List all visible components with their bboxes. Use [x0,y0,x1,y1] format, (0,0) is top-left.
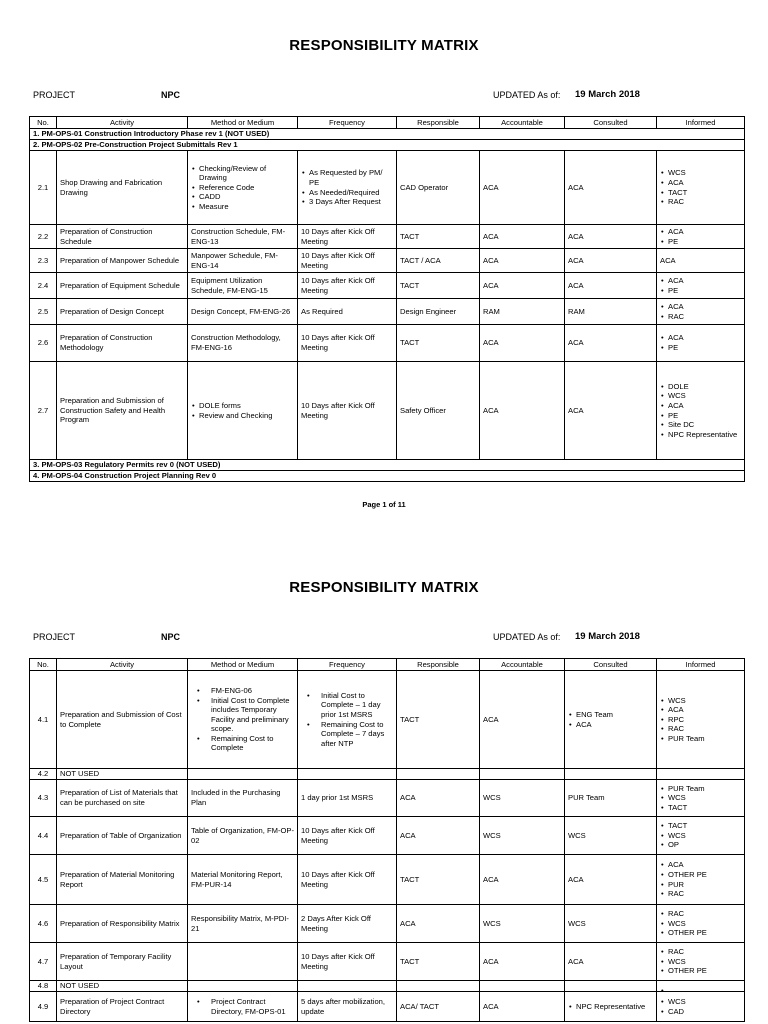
cell-method-text: Table of Organization, FM-OP-02 [191,825,294,845]
page-title: RESPONSIBILITY MATRIX [289,37,479,54]
table-row [30,817,745,855]
cell-activity-text: Preparation of Design Concept [60,306,164,316]
updated-value: 19 March 2018 [575,631,640,642]
list-item: • 3 Days After Request [301,197,393,207]
cell-responsible [397,855,480,905]
responsibility-table [29,658,745,1022]
cell-informed-list [660,909,741,938]
header-no: No. [30,659,57,671]
list-item: • RAC [660,909,741,919]
cell-no-text: 2.6 [37,338,49,348]
header-responsible: Responsible [397,659,480,671]
cell-informed-list [660,997,741,1016]
cell-no-text: 2.2 [37,231,49,241]
list-item: • WCS [660,168,741,178]
cell-no-text: 4.4 [37,830,49,840]
cell-no [30,769,57,780]
cell-consulted-text: ACA [568,280,584,290]
cell-responsible-text: TACT [400,280,420,290]
cell-no-text: 4.6 [37,918,49,928]
cell-responsible-text: ACA [400,918,416,928]
list-item: • Remaining Cost to Complete – 7 days after NTP [301,720,393,749]
cell-activity-text: Preparation of Project Contract Directory [60,996,165,1016]
cell-no-text: 2.1 [37,182,49,192]
list-item: • Review and Checking [191,411,294,421]
cell-no [30,943,57,981]
cell-activity [57,671,188,769]
list-item: • OP [660,840,741,850]
cell-consulted [565,671,657,769]
cell-consulted-list [568,1002,653,1012]
cell-no-text: 4.1 [37,714,49,724]
list-item: • WCS [660,831,741,841]
header-consulted: Consulted [565,117,657,129]
cell-no-text: 2.3 [37,255,49,265]
cell-responsible [397,780,480,817]
cell-method [188,905,298,943]
cell-consulted-text: ACA [568,182,584,192]
cell-consulted-text: ACA [568,405,584,415]
cell-method [188,817,298,855]
list-item: • RAC [660,312,741,322]
list-item: • ENG Team [568,710,653,720]
list-item: • RAC [660,947,741,957]
cell-responsible-text: TACT [400,338,420,348]
cell-frequency-text: 2 Days After Kick Off Meeting [301,913,371,933]
cell-frequency [298,780,397,817]
cell-method-text: Included in the Purchasing Plan [191,788,281,807]
list-item: • ACA [660,401,741,411]
updated-value: 19 March 2018 [575,89,640,100]
table-row [30,780,745,817]
cell-responsible [397,817,480,855]
project-value: NPC [161,90,181,100]
cell-activity-text: Preparation and Submission of Construction Safety and Health Program [60,396,166,425]
cell-method-text: Responsibility Matrix, M-PDI-21 [191,913,289,933]
list-item: • WCS [660,997,741,1007]
cell-responsible [397,981,480,992]
cell-informed-list [660,784,741,813]
cell-no-text: 2.5 [37,306,49,316]
cell-responsible-text: ACA [400,830,416,840]
cell-activity-text: Preparation of Construction Methodology [60,333,153,352]
cell-no-text: 2.7 [37,405,49,415]
cell-activity-text: Preparation of Manpower Schedule [60,255,180,265]
cell-consulted-list [568,710,653,729]
cell-activity-text: Preparation of Responsibility Matrix [60,918,180,928]
cell-informed-list [660,821,741,850]
cell-consulted [565,981,657,992]
cell-method [188,671,298,769]
updated-label: UPDATED As of: [493,90,561,100]
cell-informed [657,780,745,817]
table-row [30,671,745,769]
cell-activity [57,769,188,780]
list-item: • WCS [660,696,741,706]
cell-method [188,992,298,1022]
cell-no-text: 4.8 [37,981,49,991]
cell-activity-text: NOT USED [60,769,100,779]
header-responsible: Responsible [397,117,480,129]
cell-accountable-text: WCS [483,918,501,928]
cell-no-text: 4.5 [37,874,49,884]
header-informed: Informed [657,659,745,671]
cell-method-text: Construction Methodology, FM-ENG-16 [191,333,281,352]
cell-method [188,780,298,817]
list-item: • PE [660,237,741,247]
table-header [30,659,745,671]
cell-accountable-text: ACA [483,280,499,290]
cell-responsible-text: TACT [400,956,420,966]
table-row [30,943,745,981]
list-item: • ACA [660,333,741,343]
list-item: • Initial Cost to Complete – 1 day prior 1st MSRS [301,691,393,720]
cell-responsible-text: CAD Operator [400,182,449,192]
cell-consulted-text: PUR Team [568,793,605,803]
cell-no [30,817,57,855]
cell-accountable-text: ACA [483,874,499,884]
project-value: NPC [161,632,181,642]
list-item: • WCS [660,793,741,803]
header-consulted: Consulted [565,659,657,671]
list-item: • As Requested by PM/ PE [301,168,393,187]
list-item: • PE [660,411,741,421]
cell-responsible [397,671,480,769]
cell-consulted [565,855,657,905]
cell-method-list [191,686,294,753]
list-item: • PE [660,286,741,296]
cell-activity [57,817,188,855]
cell-consulted-text: ACA [568,956,584,966]
list-item: • ACA [568,720,653,730]
cell-informed [657,905,745,943]
list-item: • OTHER PE [660,966,741,976]
cell-informed [657,992,745,1022]
cell-method-text: Construction Schedule, FM-ENG-13 [191,226,286,246]
cell-accountable [480,992,565,1022]
list-item: • ACA [660,178,741,188]
header-method: Method or Medium [188,117,298,129]
cell-accountable-text: ACA [483,956,499,966]
cell-consulted-text: ACA [568,874,584,884]
cell-responsible-text: TACT / ACA [400,255,441,265]
cell-consulted [565,769,657,780]
list-item: • RPC [660,715,741,725]
header-informed: Informed [657,117,745,129]
list-item: • ACA [660,860,741,870]
cell-consulted-text: ACA [568,231,584,241]
page-title: RESPONSIBILITY MATRIX [289,579,479,596]
cell-activity-text: NOT USED [60,981,100,991]
cell-frequency [298,817,397,855]
cell-activity-text: Preparation and Submission of Cost to Complete [60,709,182,729]
cell-informed-list [660,696,741,744]
cell-method-text: Material Monitoring Report, FM-PUR-14 [191,869,283,889]
cell-consulted-text: ACA [568,255,584,265]
cell-no-text: 2.4 [37,280,49,290]
cell-accountable [480,769,565,780]
cell-responsible-text: TACT [400,231,420,241]
list-item: • ACA [660,276,741,286]
header-frequency: Frequency [298,659,397,671]
list-item: • CAD [660,1007,741,1017]
cell-informed-text: ACA [660,255,676,265]
cell-no [30,905,57,943]
cell-method [188,769,298,780]
cell-informed [657,981,745,992]
cell-activity-text: Preparation of Temporary Facility Layout [60,951,172,971]
cell-responsible [397,905,480,943]
list-item: • ACA [660,302,741,312]
cell-accountable [480,780,565,817]
cell-accountable-text: WCS [483,830,501,840]
cell-consulted-text: RAM [568,306,585,316]
cell-frequency-text: 10 Days after Kick Off Meeting [301,250,375,270]
cell-method [188,943,298,981]
list-item: • NPC Representative [660,430,741,440]
cell-accountable-text: ACA [483,255,499,265]
cell-responsible-text: ACA [400,793,416,803]
list-item: • NPC Representative [568,1002,653,1012]
cell-accountable-text: ACA [483,405,499,415]
cell-method [188,981,298,992]
list-item: • As Needed/Required [301,188,393,198]
section-title-text: 2. PM-OPS-02 Pre-Construction Project Submittals Rev 1 [33,140,238,150]
header-method: Method or Medium [188,659,298,671]
list-item: • Project Contract Directory, FM-OPS-01 [191,997,294,1016]
cell-accountable [480,905,565,943]
cell-frequency [298,981,397,992]
cell-no [30,855,57,905]
cell-frequency-text: 5 days after mobilization, update [301,996,385,1016]
cell-frequency [298,671,397,769]
cell-frequency [298,943,397,981]
list-item: • Remaining Cost to Complete [191,734,294,753]
table-row [30,981,745,992]
list-item: • DOLE [660,382,741,392]
list-item: • TACT [660,188,741,198]
cell-accountable-text: ACA [483,714,499,724]
page-footer: Page 1 of 11 [362,500,406,509]
cell-frequency-text: 1 day prior 1st MSRS [301,793,374,803]
header-accountable: Accountable [480,659,565,671]
cell-responsible [397,943,480,981]
cell-no [30,671,57,769]
cell-informed-list [660,860,741,898]
cell-accountable-text: ACA [483,182,499,192]
cell-responsible [397,769,480,780]
list-item: • Checking/Review of Drawing [191,164,294,183]
project-label: PROJECT [33,632,76,642]
table-row [30,855,745,905]
cell-no-text: 4.9 [37,1001,49,1011]
cell-frequency-text: 10 Days after Kick Off Meeting [301,400,375,420]
list-item: • RAC [660,889,741,899]
cell-consulted-text: ACA [568,338,584,348]
cell-responsible-text: Design Engineer [400,306,457,316]
cell-method-list [191,997,294,1016]
cell-activity-text: Preparation of List of Materials that can be purchased on site [60,788,178,807]
list-item: • Reference Code [191,183,294,193]
list-item: • WCS [660,391,741,401]
list-item: • FM-ENG-06 [191,686,294,696]
list-item: • PUR [660,880,741,890]
list-item: • ACA [660,705,741,715]
cell-method-text: Equipment Utilization Schedule, FM-ENG-15 [191,275,268,295]
cell-method-text: Manpower Schedule, FM-ENG-14 [191,250,278,270]
cell-accountable [480,855,565,905]
header-no: No. [30,117,57,129]
list-item: • TACT [660,803,741,813]
section-title-text: 3. PM-OPS-03 Regulatory Permits rev 0 (NOT USED) [33,460,221,470]
list-item: • PE [660,343,741,353]
list-item: • ACA [660,227,741,237]
list-item: • RAC [660,724,741,734]
cell-frequency-text: 10 Days after Kick Off Meeting [301,951,375,971]
cell-frequency-text: 10 Days after Kick Off Meeting [301,825,375,845]
list-item: • OTHER PE [660,870,741,880]
cell-no [30,992,57,1022]
table-row [30,769,745,780]
cell-accountable-text: ACA [483,1001,499,1011]
cell-consulted-text: WCS [568,830,586,840]
cell-frequency-text: 10 Days after Kick Off Meeting [301,226,375,246]
cell-informed [657,943,745,981]
list-item: • Site DC [660,420,741,430]
cell-consulted [565,905,657,943]
cell-accountable-text: WCS [483,793,501,803]
cell-no [30,981,57,992]
cell-frequency-text: As Required [301,306,343,316]
header-frequency: Frequency [298,117,397,129]
cell-informed [657,769,745,780]
cell-responsible-text: ACA/ TACT [400,1001,439,1011]
section-title-text: 1. PM-OPS-01 Construction Introductory Phase rev 1 (NOT USED) [33,129,270,139]
cell-consulted [565,943,657,981]
cell-accountable [480,671,565,769]
cell-informed [657,855,745,905]
cell-no [30,780,57,817]
cell-activity [57,905,188,943]
table-row [30,992,745,1022]
list-item: • Initial Cost to Complete includes Temporary Facility and preliminary scope. [191,696,294,734]
cell-accountable [480,943,565,981]
cell-accountable-text: ACA [483,231,499,241]
table-row [30,905,745,943]
section-title-text: 4. PM-OPS-04 Construction Project Planning Rev 0 [33,471,217,481]
cell-informed [657,671,745,769]
cell-frequency-list [301,691,393,749]
cell-responsible-text: TACT [400,874,420,884]
cell-activity [57,780,188,817]
cell-no-text: 4.7 [37,956,49,966]
cell-accountable [480,981,565,992]
list-item: • Measure [191,202,294,212]
cell-no-text: 4.3 [37,793,49,803]
list-item: • DOLE forms [191,401,294,411]
cell-activity-text: Preparation of Equipment Schedule [60,280,180,290]
header-activity: Activity [57,117,188,129]
cell-method [188,855,298,905]
cell-accountable-text: ACA [483,338,499,348]
cell-activity-text: Preparation of Material Monitoring Report [60,869,175,889]
list-item: • WCS [660,919,741,929]
list-item: • WCS [660,957,741,967]
cell-activity-text: Shop Drawing and Fabrication Drawing [60,177,163,197]
header-activity: Activity [57,659,188,671]
updated-label: UPDATED As of: [493,632,561,642]
cell-responsible-text: TACT [400,714,420,724]
cell-frequency [298,769,397,780]
cell-frequency-text: 10 Days after Kick Off Meeting [301,333,375,352]
project-label: PROJECT [33,90,76,100]
header-accountable: Accountable [480,117,565,129]
list-item: • TACT [660,821,741,831]
list-item: • PUR Team [660,784,741,794]
cell-frequency-text: 10 Days after Kick Off Meeting [301,869,375,889]
cell-accountable [480,817,565,855]
cell-consulted [565,817,657,855]
list-item: • OTHER PE [660,928,741,938]
cell-frequency [298,992,397,1022]
cell-frequency [298,855,397,905]
cell-informed [657,817,745,855]
cell-activity [57,981,188,992]
cell-method-text: Design Concept, FM-ENG-26 [191,306,291,316]
cell-consulted [565,992,657,1022]
cell-no-text: 4.2 [37,769,49,779]
cell-consulted [565,780,657,817]
cell-activity [57,855,188,905]
list-item: • CADD [191,192,294,202]
cell-frequency-text: 10 Days after Kick Off Meeting [301,275,375,295]
cell-activity [57,992,188,1022]
table-body [30,671,745,1022]
cell-responsible-text: Safety Officer [400,405,446,415]
cell-informed-list [660,947,741,976]
cell-consulted-text: WCS [568,918,586,928]
cell-activity-text: Preparation of Construction Schedule [60,226,153,246]
cell-responsible [397,992,480,1022]
cell-activity [57,943,188,981]
cell-accountable-text: RAM [483,306,500,316]
list-item: • RAC [660,197,741,207]
cell-activity-text: Preparation of Table of Organization [60,830,182,840]
list-item: • PUR Team [660,734,741,744]
cell-frequency [298,905,397,943]
